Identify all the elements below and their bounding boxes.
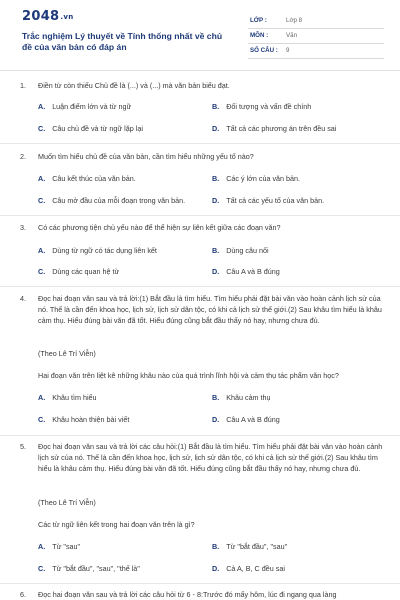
header-divider — [0, 70, 400, 71]
document-header — [0, 0, 400, 60]
option-c[interactable]: C. Khâu hoàn thiện bài viết — [38, 415, 130, 424]
option-b[interactable]: B. Đối tượng và vấn đề chính — [212, 102, 312, 111]
option-b[interactable]: B. Khâu cảm thụ — [212, 393, 271, 402]
option-a[interactable]: A. Luận điểm lớn và từ ngữ — [38, 102, 132, 111]
info-row-count — [248, 44, 384, 59]
question-text: Đọc hai đoạn văn sau và trả lời các câu hỏi từ 6 - 8:Trước đó mấy hôm, lúc đi ngang qua làng — [38, 590, 337, 599]
info-value: 9 — [286, 47, 290, 54]
info-value: Văn — [286, 32, 298, 39]
question-prompt: Hai đoạn văn trên liệt kê những khâu nào của quá trình lĩnh hội và cảm thụ tác phẩm văn học? — [38, 371, 339, 380]
question-number: 3. — [20, 223, 26, 232]
option-c[interactable]: C. Dùng các quan hệ từ — [38, 267, 120, 276]
question-divider — [0, 286, 400, 287]
option-b[interactable]: B. Các ý lớn của văn bản. — [212, 174, 301, 183]
info-value: Lớp 8 — [286, 17, 303, 24]
option-c[interactable]: C. Câu mở đầu của mỗi đoạn trong văn bản. — [38, 196, 186, 205]
question-source: (Theo Lê Trí Viễn) — [38, 498, 96, 507]
option-a[interactable]: A. Dùng từ ngữ có tác dụng liên kết — [38, 246, 157, 255]
question-divider — [0, 143, 400, 144]
option-d[interactable]: D. Cả A, B, C đều sai — [212, 564, 285, 573]
question-number: 2. — [20, 152, 26, 161]
question-divider — [0, 435, 400, 436]
question-divider — [0, 215, 400, 216]
option-b[interactable]: B. Dùng câu nối — [212, 246, 269, 255]
info-label: SỐ CÂU : — [250, 47, 278, 54]
question-divider — [0, 583, 400, 584]
option-a[interactable]: A. Từ "sau" — [38, 542, 81, 551]
question-text: Đọc hai đoạn văn sau và trả lời các câu hỏi:(1) Bắt đầu là tìm hiểu. Tìm hiểu phải đặt bài văn vào hoàn cảnh lịch sử của nó. Thế là cần đến khoa học, lịch sử, lịch sử dân tộc, có khi cả lịch sử thế giới.(2) Sau khâu tìm hiểu là khâu cảm thụ. Hiểu đúng bài văn đã tốt. Hiểu đúng cũng bắt đầu thấy nó hay, nhưng chưa đủ. — [38, 442, 383, 474]
question-text: Có các phương tiện chủ yếu nào để thể hiện sự liên kết giữa các đoạn văn? — [38, 223, 281, 232]
option-d[interactable]: D. Câu A và B đúng — [212, 415, 280, 424]
info-label: MÔN : — [250, 32, 269, 39]
page-title: Trắc nghiệm Lý thuyết về Tính thống nhất về chủ đề của văn bản có đáp án — [22, 31, 223, 53]
option-d[interactable]: D. Tất cả các yếu tố của văn bản. — [212, 196, 325, 205]
site-logo[interactable]: 2048.vn — [22, 9, 74, 24]
option-a[interactable]: A. Câu kết thúc của văn bản. — [38, 174, 136, 183]
question-prompt: Các từ ngữ liên kết trong hai đoạn văn trên là gì? — [38, 520, 195, 529]
info-row-class — [248, 14, 384, 29]
option-d[interactable]: D. Câu A và B đúng — [212, 267, 280, 276]
question-number: 1. — [20, 81, 26, 90]
question-number: 6. — [20, 590, 26, 599]
option-d[interactable]: D. Tất cả các phương án trên đều sai — [212, 124, 337, 133]
question-number: 4. — [20, 294, 26, 303]
question-text: Điền từ còn thiếu Chủ đề là (...) và (...) mà văn bản biểu đạt. — [38, 81, 230, 90]
question-text: Đọc hai đoạn văn sau và trả lời:(1) Bắt đầu là tìm hiểu. Tìm hiểu phải đặt bài văn vào hoàn cảnh lịch sử của nó. Thế là cần đến khoa học, lịch sử, lịch sử dân tộc, có khi cả lịch sử thế giới.(2) Sau khâu tìm hiểu là khâu cảm thụ. Hiểu đúng bài văn đã tốt. Hiểu đúng cũng bắt đầu thấy nó hay, nhưng chưa đủ. — [38, 294, 382, 326]
option-a[interactable]: A. Khâu tìm hiểu — [38, 393, 97, 402]
question-source: (Theo Lê Trí Viễn) — [38, 349, 96, 358]
info-row-subject — [248, 29, 384, 44]
option-c[interactable]: C. Từ "bắt đầu", "sau", "thế là" — [38, 564, 140, 573]
question-number: 5. — [20, 442, 26, 451]
logo-tld: .vn — [60, 13, 74, 21]
option-b[interactable]: B. Từ "bắt đầu", "sau" — [212, 542, 288, 551]
info-label: LỚP : — [250, 17, 267, 24]
option-c[interactable]: C. Câu chủ đề và từ ngữ lặp lại — [38, 124, 143, 133]
info-table — [248, 14, 384, 59]
question-text: Muốn tìm hiểu chủ đề của văn bản, cần tìm hiểu những yếu tố nào? — [38, 152, 254, 161]
